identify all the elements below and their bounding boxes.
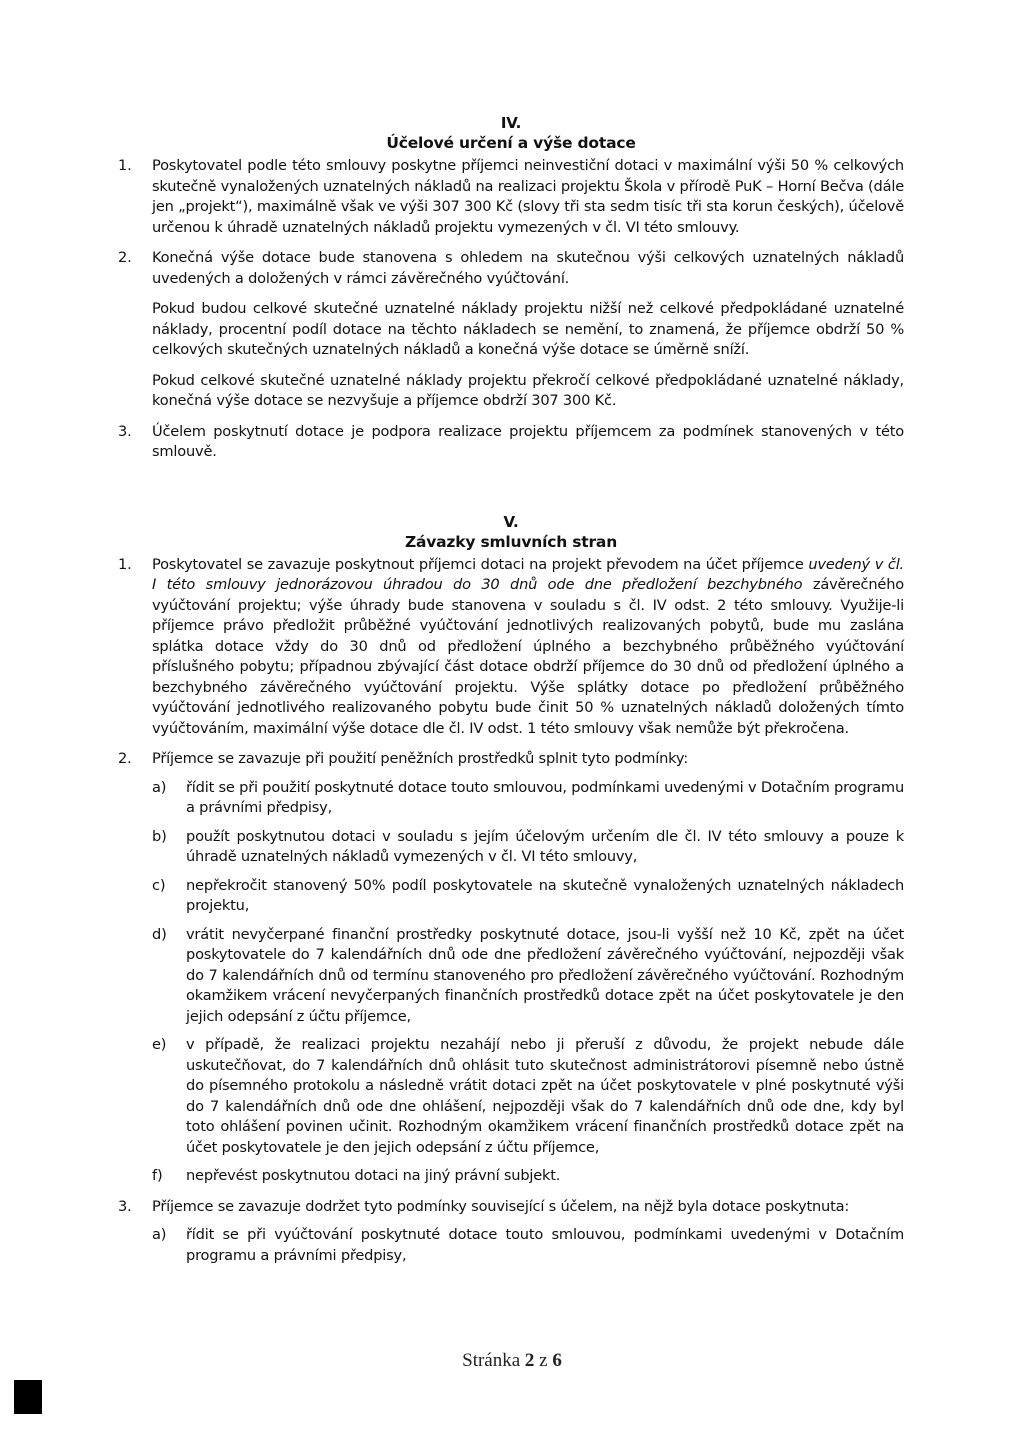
footer-page-word: Stránka: [462, 1350, 521, 1371]
section-4-number: IV.: [500, 114, 522, 132]
sub-item-a: [152, 1225, 904, 1266]
paragraph: Konečná výše dotace bude stanovena s ohledem na skutečnou výši celkových uznatelných nákladů uvedených a doložených v rámci závěrečného vyúčtování.: [152, 249, 904, 287]
sub-item-text: řídit se při vyúčtování poskytnuté dotace touto smlouvou, podmínkami uvedenými v Dotačním programu a právními předpisy,: [186, 1226, 904, 1264]
sub-item-letter: d): [152, 925, 167, 943]
item-number: 1.: [118, 157, 132, 174]
document-body: [118, 114, 904, 1276]
paragraph-italic-text: uvedený v čl. I této smlouvy jednorázovou úhradou do 30 dnů ode dne předložení bezchybného: [152, 555, 904, 593]
sub-item-text: v případě, že realizaci projektu nezahájí nebo ji přeruší z důvodu, že projekt nebude dále uskutečňovat, do 7 kalendářních dnů ohlásit tuto skutečnost administrátorovi písemně nebo ústně do písemného protokolu a následně vrátit dotaci zpět na účet poskytovatele v plné poskytnuté výši do 7 kalendářních dnů ode dne ohlášení, nejpozději však do 7 kalendářních dnů ode dne, kdy byl toto ohlášení povinen učinit. Rozhodným okamžikem vrácení finančních prostředků dotace zpět na účet poskytovatele je den jejich odepsání z účtu příjemce,: [186, 1036, 904, 1156]
item-number: 2.: [118, 249, 132, 266]
sub-item-text: vrátit nevyčerpané finanční prostředky poskytnuté dotace, jsou-li vyšší než 10 Kč, zpět na účet poskytovatele do 7 kalendářních dnů ode dne předložení závěrečného vyúčtování, nejpozději však do 7 kalendářních dnů od termínu stanoveného pro předložení závěrečného vyúčtování. Rozhodným okamžikem vrácení nevyčerpaných finančních prostředků dotace zpět na účet poskytovatele je den jejich odepsání z účtu příjemce,: [186, 925, 904, 1025]
section-5-number: V.: [503, 512, 519, 531]
sub-item-e: [152, 1035, 904, 1158]
section-4-item-2: [118, 248, 904, 412]
sub-item-a: [152, 778, 904, 819]
section-5-item-3: [118, 1197, 904, 1267]
item-number: 1.: [118, 555, 132, 573]
paragraph-text: závěrečného vyúčtování projektu; výše úhrady bude stanovena v souladu s čl. IV odst. 2 této smlouvy. Využije-li příjemce právo předložit průběžné vyúčtování jednotlivých realizovaných pobytů, bude mu zaslána splátka dotace vždy do 30 dnů od předložení úplného a bezchybného průběžného vyúčtování příslušného pobytu; případnou zbývající část dotace obdrží příjemce do 30 dnů od předložení úplného a bezchybného závěrečného vyúčtování projektu. Výše splátky dotace po předložení průběžného vyúčtování jednotlivého realizovaného pobytu bude činit 50 % uznatelných nákladů doložených tímto vyúčtováním, maximální výše dotace dle čl. IV odst. 1 této smlouvy však nemůže být překročena.: [152, 576, 904, 737]
sub-item-f: [152, 1166, 904, 1187]
footer-separator: z: [539, 1350, 548, 1371]
sub-item-letter: a): [152, 1226, 167, 1243]
page-footer: [0, 1350, 1024, 1372]
section-4-item-1: [118, 156, 904, 238]
sub-item-text: nepřekročit stanovený 50% podíl poskytovatele na skutečně vynaložených uznatelných nákladech projektu,: [186, 876, 904, 914]
sub-item-text: řídit se při použití poskytnuté dotace touto smlouvou, podmínkami uvedenými v Dotačním programu a právními předpisy,: [186, 778, 904, 816]
paragraph: Poskytovatel podle této smlouvy poskytne příjemci neinvestiční dotaci v maximální výši 50 % celkových skutečně vynaložených uznatelných nákladů na realizaci projektu Škola v přírodě PuK – Horní Bečva (dále jen „projekt“), maximálně však ve výši 307 300 Kč (slovy tři sta sedm tisíc tři sta korun českých), účelově určenou k úhradě uznatelných nákladů projektu vymezených v čl. VI této smlouvy.: [152, 157, 904, 236]
footer-page-number: 2: [524, 1350, 535, 1371]
section-5-item-1: [118, 555, 904, 740]
paragraph-text: Poskytovatel se zavazuje poskytnout příjemci dotaci na projekt převodem na účet příjemce: [152, 555, 809, 573]
sub-item-letter: e): [152, 1036, 167, 1053]
sub-item-d: [152, 925, 904, 1028]
sub-item-b: [152, 827, 904, 868]
paragraph: Účelem poskytnutí dotace je podpora realizace projektu příjemcem za podmínek stanovených v této smlouvě.: [152, 422, 904, 460]
section-4-item-3: [118, 422, 904, 463]
sub-item-text: použít poskytnutou dotaci v souladu s jejím účelovým určením dle čl. IV této smlouvy a pouze k úhradě uznatelných nákladů vymezených v čl. VI této smlouvy,: [186, 827, 904, 865]
sub-item-text: nepřevést poskytnutou dotaci na jiný právní subjekt.: [186, 1167, 561, 1184]
paragraph: Pokud budou celkové skutečné uznatelné náklady projektu nižší než celkové předpokládané uznatelné náklady, procentní podíl dotace na těchto nákladech se nemění, to znamená, že příjemce obdrží 50 % celkových skutečných uznatelných nákladů a konečná výše dotace se úměrně sníží.: [152, 300, 904, 358]
sub-item-letter: a): [152, 778, 167, 796]
section-5-title: Závazky smluvních stran: [404, 532, 618, 551]
section-4-title: Účelové určení a výše dotace: [386, 134, 636, 152]
item-lead: Příjemce se zavazuje dodržet tyto podmínky související s účelem, na nějž byla dotace poskytnuta:: [152, 1197, 850, 1215]
item-lead: Příjemce se zavazuje při použití peněžních prostředků splnit tyto podmínky:: [152, 750, 688, 767]
item-number: 3.: [118, 422, 132, 440]
sub-item-letter: b): [152, 827, 167, 845]
footer-page-total: 6: [552, 1350, 562, 1371]
item-number: 3.: [118, 1197, 132, 1215]
item-number: 2.: [118, 750, 132, 767]
section-5-item-2: [118, 749, 904, 1187]
paragraph: [152, 555, 904, 740]
sub-item-letter: c): [152, 876, 166, 894]
paragraph: Pokud celkové skutečné uznatelné náklady projektu překročí celkové předpokládané uznatelné náklady, konečná výše dotace se nezvyšuje a příjemce obdrží 307 300 Kč.: [152, 371, 904, 409]
scan-corner-mark: [14, 1380, 42, 1414]
sub-item-c: [152, 876, 904, 917]
sub-item-letter: f): [152, 1167, 163, 1184]
